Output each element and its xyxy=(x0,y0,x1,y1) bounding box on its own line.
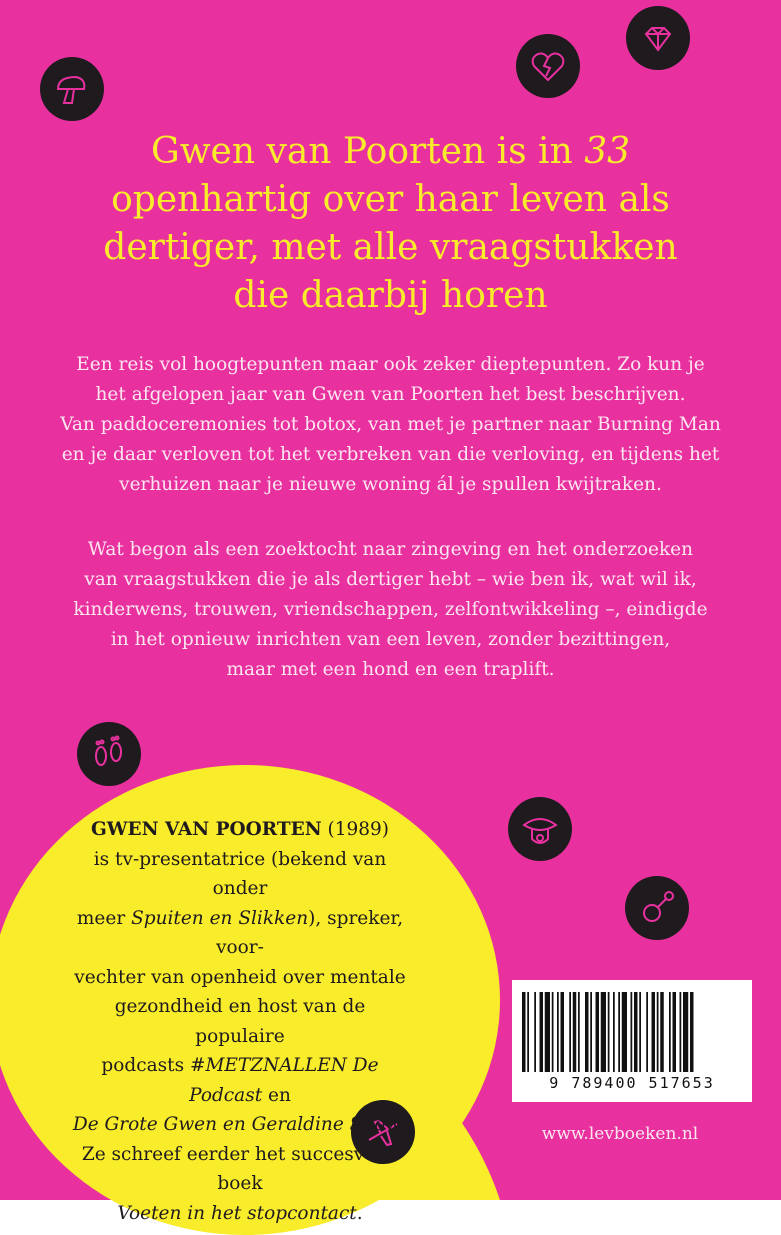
blurb-paragraph-2 xyxy=(60,535,721,685)
mushroom-icon xyxy=(40,57,104,121)
bio-line: gezondheid en host van de populaire xyxy=(114,996,366,1047)
bio-text: ), spreker, voor- xyxy=(216,907,404,958)
text-line: van vraagstukken die je als dertiger hebt – wie ben ik, wat wil ik, xyxy=(84,569,697,590)
author-name: GWEN VAN POORTEN xyxy=(90,819,322,840)
bio-text: . xyxy=(401,1114,408,1135)
barcode xyxy=(512,980,752,1102)
author-bio xyxy=(70,815,410,1228)
text-line: Van paddoceremonies tot botox, van met je partner naar Burning Man xyxy=(60,414,721,435)
headline-line: openhartig over haar leven als xyxy=(111,179,670,220)
pacifier-icon xyxy=(625,876,689,940)
headline-number: 33 xyxy=(584,131,631,172)
text-line: in het opnieuw inrichten van een leven, zonder bezittingen, xyxy=(110,629,671,650)
show-title: Spuiten en Slikken xyxy=(131,907,309,929)
author-birth-year: (1989) xyxy=(321,819,390,840)
publisher-website: www.levboeken.nl xyxy=(541,1124,699,1144)
headline xyxy=(100,128,681,320)
bio-text: . xyxy=(356,1202,363,1224)
headline-line: Gwen van Poorten is in xyxy=(150,131,585,172)
headline-line: dertiger, met alle vraagstukken xyxy=(103,227,678,268)
podcast-title: #METZNALLEN De Podcast xyxy=(189,1055,379,1106)
show-title: De Grote Gwen en Geraldine Show xyxy=(72,1114,402,1135)
text-line: kinderwens, trouwen, vriendschappen, zelfontwikkeling –, eindigde xyxy=(73,599,708,620)
footprints-icon xyxy=(77,722,141,786)
text-line: maar met een hond en een traplift. xyxy=(226,659,555,680)
text-line: verhuizen naar je nieuwe woning ál je spullen kwijtraken. xyxy=(119,474,662,495)
bio-text: en xyxy=(262,1084,291,1106)
text-line: Wat begon als een zoektocht naar zingeving en het onderzoeken xyxy=(87,539,694,560)
text-line: het afgelopen jaar van Gwen van Poorten het best beschrijven. xyxy=(95,384,686,405)
book-title: Voeten in het stopcontact xyxy=(117,1202,357,1224)
tongue-mouth-icon xyxy=(508,797,572,861)
bio-text: meer xyxy=(76,907,132,929)
text-line: en je daar verloven tot het verbreken van die verloving, en tijdens het xyxy=(61,444,720,465)
broken-heart-icon xyxy=(516,34,580,98)
barcode-bars xyxy=(522,992,742,1072)
bio-line: is tv-presentatrice (bekend van onder xyxy=(93,848,387,899)
text-line: Een reis vol hoogtepunten maar ook zeker dieptepunten. Zo kun je xyxy=(76,354,705,375)
bio-line: vechter van openheid over mentale xyxy=(74,966,406,988)
headline-line: die daarbij horen xyxy=(233,275,548,316)
bio-line: Ze schreef eerder het succesvolle boek xyxy=(81,1143,399,1194)
blurb-paragraph-1 xyxy=(60,350,721,500)
isbn-number: 9 789400 517653 xyxy=(549,1074,715,1092)
bio-text: podcasts xyxy=(101,1055,190,1076)
diamond-icon xyxy=(626,6,690,70)
